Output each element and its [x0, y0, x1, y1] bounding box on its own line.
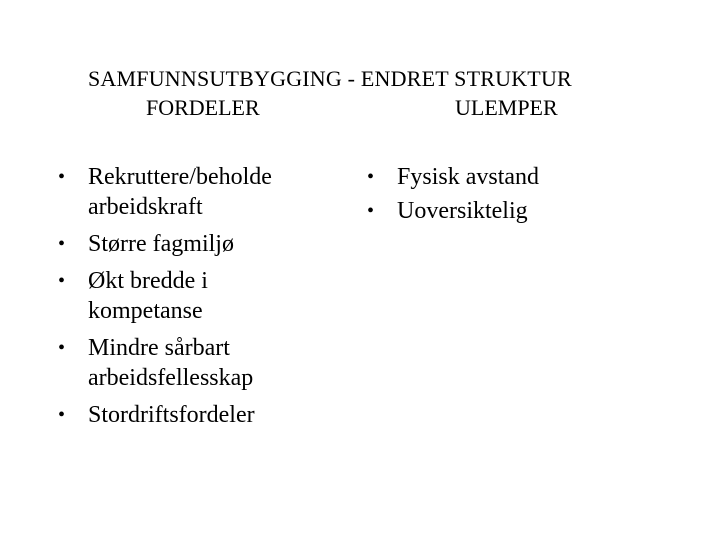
advantage-item: [58, 400, 348, 430]
slide-title: SAMFUNNSUTBYGGING - ENDRET STRUKTUR: [88, 66, 572, 91]
bullet-icon: •: [58, 270, 66, 292]
bullet-text: Større fagmiljø: [88, 231, 234, 257]
advantage-item: [58, 162, 348, 222]
bullet-icon: •: [58, 233, 66, 255]
advantages-column: [58, 162, 348, 437]
disadvantages-column: [367, 162, 667, 230]
disadvantage-item: [367, 162, 667, 192]
disadvantage-item: [367, 196, 667, 226]
advantage-item: [58, 333, 348, 393]
bullet-text: arbeidsfellesskap: [88, 365, 254, 391]
advantage-item: [58, 266, 348, 326]
bullet-text: Økt bredde i: [88, 268, 208, 294]
bullet-icon: •: [58, 337, 66, 359]
bullet-text: arbeidskraft: [88, 194, 203, 220]
bullet-text: Uoversiktelig: [397, 198, 528, 224]
disadvantages-list: [367, 162, 667, 226]
bullet-icon: •: [367, 166, 375, 188]
bullet-text: Fysisk avstand: [397, 164, 540, 190]
advantages-header: FORDELER: [146, 95, 260, 120]
bullet-icon: •: [58, 404, 66, 426]
advantages-list: [58, 162, 348, 430]
bullet-text: Rekruttere/beholde: [88, 164, 272, 190]
disadvantages-header: ULEMPER: [455, 95, 558, 120]
bullet-text: Mindre sårbart: [88, 335, 230, 361]
bullet-icon: •: [58, 166, 66, 188]
bullet-text: kompetanse: [88, 298, 203, 324]
advantage-item: [58, 229, 348, 259]
bullet-text: Stordriftsfordeler: [88, 402, 255, 428]
bullet-icon: •: [367, 200, 375, 222]
